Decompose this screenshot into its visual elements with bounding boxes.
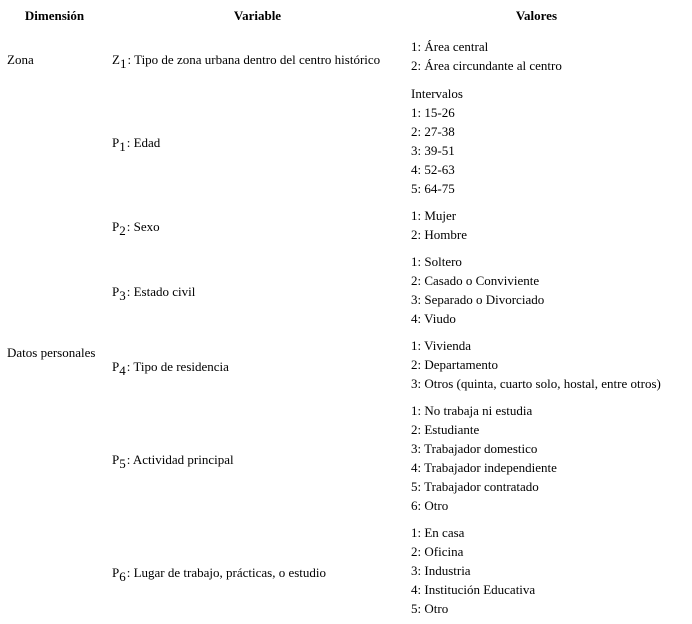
values-cell: 1: Mujer 2: Hombre [411,208,467,242]
values-cell: 1: No trabaja ni estudia 2: Estudiante 3: Trabajador domestico 4: Trabajador independiente 5: Trabajador contratado 6: Otro [411,403,557,513]
variable-cell: $P_5$: Actividad principal [112,452,234,471]
values-cell: 1: En casa 2: Oficina 3: Industria 4: Institución Educativa 5: Otro [411,525,536,616]
dimension-cell: Datos personales [7,345,96,360]
values-cell: 1: Soltero 2: Casado o Conviviente 3: Separado o Divorciado 4: Viudo [411,254,545,326]
table-row [2,82,665,204]
header-row [2,6,665,37]
dimension-cell: Zona [7,51,34,67]
header-dimension: Dimensión [24,8,85,23]
values-cell: 1: Área central 2: Área circundante al centro [411,39,562,73]
variable-cell: $P_3$: Estado civil [112,284,196,303]
variable-cell: $P_1$: Edad [112,135,161,154]
values-cell: 1: Vivienda 2: Departamento 3: Otros (quinta, cuarto solo, hostal, entre otros) [411,338,661,391]
variable-cell: $P_4$: Tipo de residencia [112,358,229,378]
variable-cell: $P_6$: Lugar de trabajo, prácticas, o estudio [112,564,326,584]
header-variable: Variable [233,8,282,23]
table-row [2,37,665,82]
values-cell: Intervalos 1: 15-26 2: 27-38 3: 39-51 4: 52-63 5: 64-75 [411,86,463,196]
variable-cell: $P_2$: Sexo [112,219,160,238]
header-values: Valores [515,8,557,23]
variables-table [2,6,665,624]
variable-cell: $Z_1$: Tipo de zona urbana dentro del centro histórico [112,51,381,71]
